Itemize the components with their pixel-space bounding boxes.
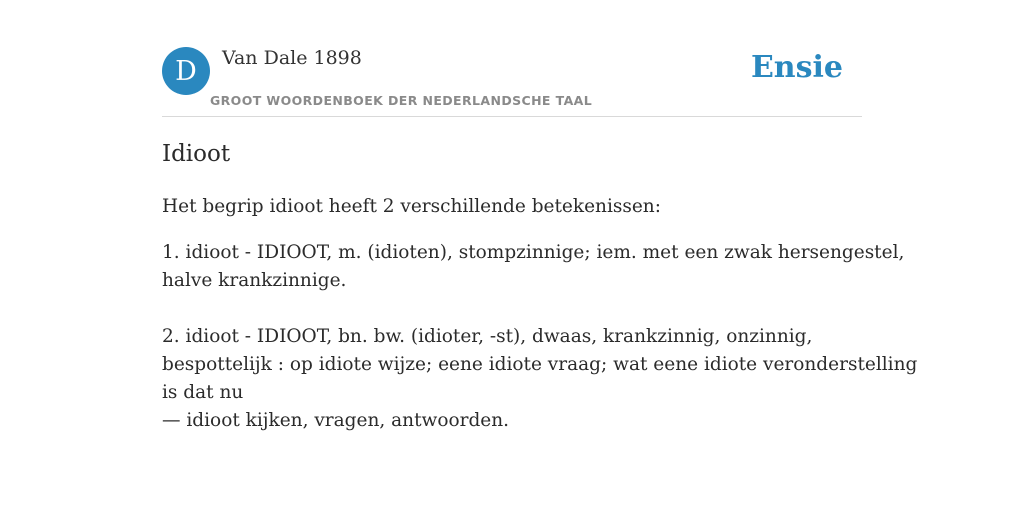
definition-item — [162, 323, 918, 435]
definition-line: 1. idioot - IDIOOT, m. (idioten), stompzinnige; iem. met een zwak hersengestel, — [162, 242, 905, 263]
page-header — [162, 46, 862, 117]
definition-item — [162, 239, 905, 295]
definition-line: bespottelijk : op idiote wijze; eene idiote vraag; wat eene idiote veronderstelling — [162, 354, 918, 375]
source-title[interactable]: Van Dale 1898 — [222, 47, 362, 69]
entry-title: Idioot — [162, 141, 231, 167]
definition-line: halve krankzinnige. — [162, 270, 347, 291]
entry-intro: Het begrip idioot heeft 2 verschillende betekenissen: — [162, 196, 661, 217]
source-subtitle: GROOT WOORDENBOEK DER NEDERLANDSCHE TAAL — [210, 93, 593, 108]
entry-content — [162, 136, 918, 431]
definition-line: is dat nu — [162, 382, 244, 403]
definitions-list — [162, 239, 918, 463]
definition-line: — idioot kijken, vragen, antwoorden. — [162, 410, 510, 431]
brand-logo[interactable]: Ensie — [750, 50, 843, 85]
source-logo[interactable] — [162, 47, 210, 95]
source-logo-letter: D — [175, 55, 197, 87]
definition-line: 2. idioot - IDIOOT, bn. bw. (idioter, -st), dwaas, krankzinnig, onzinnig, — [162, 326, 813, 347]
